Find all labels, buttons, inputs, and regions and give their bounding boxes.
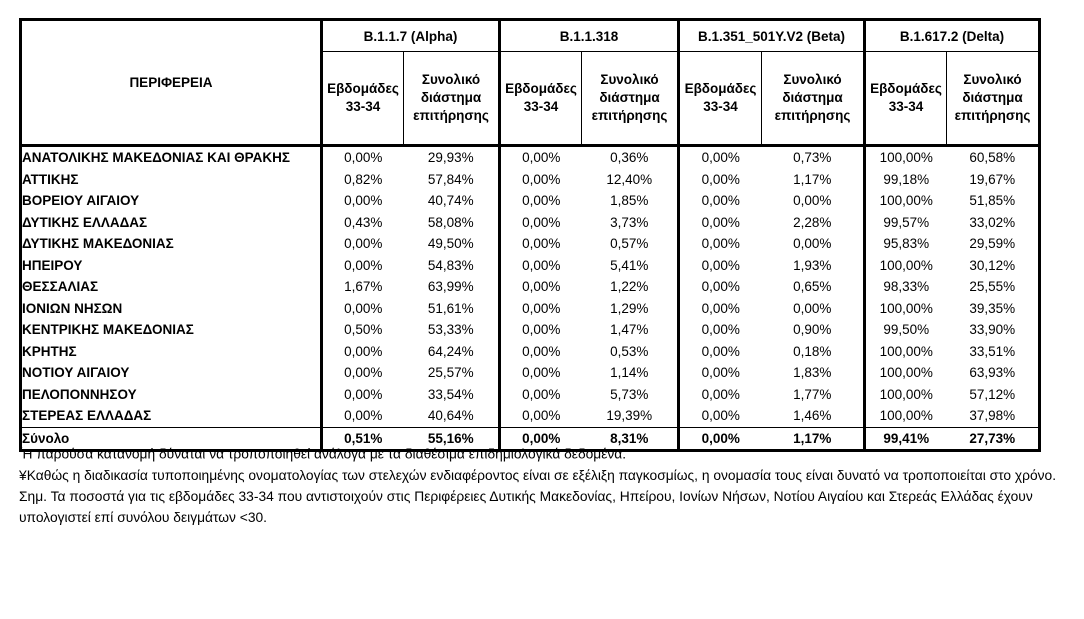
weeks-value-cell: 0,00% [500,319,582,341]
total-period-value-cell: 37,98% [947,405,1040,427]
weeks-value-cell: 0,00% [679,169,762,191]
region-name: ΑΝΑΤΟΛΙΚΗΣ ΜΑΚΕΔΟΝΙΑΣ ΚΑΙ ΘΡΑΚΗΣ [21,146,322,169]
total-period-value-cell: 3,73% [582,212,679,234]
total-period-value-cell: 30,12% [947,255,1040,277]
footnote-1 [19,440,1069,465]
weeks-value-cell: 0,00% [322,362,404,384]
weeks-value-cell: 0,00% [500,276,582,298]
weeks-value-cell: 0,00% [679,405,762,427]
total-period-value-cell: 5,41% [582,255,679,277]
total-period-value-cell: 19,39% [582,405,679,427]
weeks-header: Εβδομάδες 33-34 [322,52,404,146]
footnote-mark: ¥ [19,467,27,483]
total-period-value-cell: 27,73% [947,427,1040,451]
total-period-value-cell: 29,93% [404,146,500,169]
total-period-value-cell: 1,17% [762,169,865,191]
total-period-value-cell: 51,61% [404,298,500,320]
region-name: ΑΤΤΙΚΗΣ [21,169,322,191]
total-period-value-cell: 25,55% [947,276,1040,298]
weeks-value-cell: 0,00% [679,298,762,320]
weeks-value-cell: 0,00% [500,405,582,427]
total-period-value-cell: 64,24% [404,341,500,363]
weeks-value-cell: 95,83% [865,233,947,255]
table-body [21,146,1040,451]
weeks-value-cell: 0,00% [322,190,404,212]
weeks-value-cell: 0,00% [679,276,762,298]
total-period-value-cell: 0,53% [582,341,679,363]
total-period-value-cell: 0,57% [582,233,679,255]
total-period-value-cell: 1,29% [582,298,679,320]
total-period-value-cell: 33,02% [947,212,1040,234]
table-row [21,146,1040,169]
total-period-value-cell: 1,14% [582,362,679,384]
table-row [21,384,1040,406]
total-period-header: Συνολικό διάστημα επιτήρησης [582,52,679,146]
weeks-value-cell: 0,82% [322,169,404,191]
weeks-value-cell: 0,00% [322,298,404,320]
total-period-value-cell: 0,36% [582,146,679,169]
total-period-value-cell: 1,85% [582,190,679,212]
total-period-value-cell: 49,50% [404,233,500,255]
table-row [21,362,1040,384]
total-period-value-cell: 12,40% [582,169,679,191]
total-period-value-cell: 19,67% [947,169,1040,191]
region-name: ΚΕΝΤΡΙΚΗΣ ΜΑΚΕΔΟΝΙΑΣ [21,319,322,341]
total-period-value-cell: 2,28% [762,212,865,234]
total-period-value-cell: 33,54% [404,384,500,406]
table-row [21,255,1040,277]
region-name: ΙΟΝΙΩΝ ΝΗΣΩΝ [21,298,322,320]
weeks-value-cell: 0,00% [679,362,762,384]
region-name: ΒΟΡΕΙΟΥ ΑΙΓΑΙΟΥ [21,190,322,212]
total-period-value-cell: 53,33% [404,319,500,341]
footnote-text: Η παρούσα κατανομή δύναται να τροποποιηθεί ανάλογα με τα διαθέσιμα επιδημιολογικά δεδομένα. [22,446,627,462]
weeks-value-cell: 0,00% [679,427,762,451]
total-period-value-cell: 33,51% [947,341,1040,363]
weeks-value-cell: 0,00% [679,341,762,363]
region-name: ΗΠΕΙΡΟΥ [21,255,322,277]
weeks-value-cell: 0,00% [679,255,762,277]
total-period-value-cell: 0,00% [762,233,865,255]
region-name: ΔΥΤΙΚΗΣ ΕΛΛΑΔΑΣ [21,212,322,234]
weeks-value-cell: 0,00% [500,427,582,451]
table-row [21,212,1040,234]
weeks-value-cell: 0,00% [500,255,582,277]
total-period-value-cell: 5,73% [582,384,679,406]
table-row [21,319,1040,341]
weeks-value-cell: 0,00% [500,298,582,320]
total-period-value-cell: 58,08% [404,212,500,234]
table-row [21,276,1040,298]
weeks-value-cell: 100,00% [865,384,947,406]
weeks-value-cell: 0,00% [500,169,582,191]
table-row [21,190,1040,212]
total-period-value-cell: 1,17% [762,427,865,451]
total-period-value-cell: 1,83% [762,362,865,384]
region-name: ΔΥΤΙΚΗΣ ΜΑΚΕΔΟΝΙΑΣ [21,233,322,255]
weeks-value-cell: 0,00% [500,362,582,384]
weeks-value-cell: 0,51% [322,427,404,451]
region-header: ΠΕΡΙΦΕΡΕΙΑ [21,20,322,146]
total-period-value-cell: 0,00% [762,298,865,320]
weeks-value-cell: 0,00% [679,384,762,406]
region-name: ΠΕΛΟΠΟΝΝΗΣΟΥ [21,384,322,406]
weeks-header: Εβδομάδες 33-34 [679,52,762,146]
region-name: ΣΤΕΡΕΑΣ ΕΛΛΑΔΑΣ [21,405,322,427]
total-period-value-cell: 1,47% [582,319,679,341]
total-period-header: Συνολικό διάστημα επιτήρησης [947,52,1040,146]
weeks-value-cell: 0,00% [322,405,404,427]
weeks-value-cell: 0,00% [322,255,404,277]
total-period-header: Συνολικό διάστημα επιτήρησης [762,52,865,146]
total-period-value-cell: 1,22% [582,276,679,298]
weeks-value-cell: 0,00% [322,146,404,169]
total-period-value-cell: 25,57% [404,362,500,384]
region-name: ΘΕΣΣΑΛΙΑΣ [21,276,322,298]
weeks-value-cell: 0,00% [322,341,404,363]
weeks-value-cell: 0,00% [679,319,762,341]
weeks-value-cell: 100,00% [865,255,947,277]
total-period-value-cell: 0,00% [762,190,865,212]
total-period-value-cell: 40,74% [404,190,500,212]
weeks-value-cell: 0,00% [500,190,582,212]
weeks-value-cell: 98,33% [865,276,947,298]
total-period-value-cell: 63,93% [947,362,1040,384]
weeks-value-cell: 99,50% [865,319,947,341]
weeks-header: Εβδομάδες 33-34 [865,52,947,146]
weeks-value-cell: 0,50% [322,319,404,341]
table-row [21,233,1040,255]
variant-header-beta: B.1.351_501Y.V2 (Beta) [679,20,865,52]
weeks-value-cell: 0,00% [500,212,582,234]
footnote-text: Καθώς η διαδικασία τυποποιημένης ονοματολογίας των στελεχών ενδιαφέροντος είναι σε εξέλιξη παγκοσμίως, η ονομασία τους είναι δυνατό να τροποποιείται στο χρόνο. [26,467,1057,483]
total-period-value-cell: 55,16% [404,427,500,451]
total-period-value-cell: 29,59% [947,233,1040,255]
table-row [21,298,1040,320]
table-row [21,405,1040,427]
weeks-value-cell: 0,00% [679,190,762,212]
weeks-value-cell: 0,00% [500,341,582,363]
weeks-value-cell: 99,57% [865,212,947,234]
total-period-value-cell: 39,35% [947,298,1040,320]
total-period-value-cell: 0,73% [762,146,865,169]
footnotes [19,440,1069,528]
total-period-value-cell: 40,64% [404,405,500,427]
total-period-header: Συνολικό διάστημα επιτήρησης [404,52,500,146]
total-period-value-cell: 54,83% [404,255,500,277]
weeks-value-cell: 100,00% [865,298,947,320]
weeks-value-cell: 0,00% [679,146,762,169]
total-label: Σύνολο [21,427,322,451]
region-name: ΚΡΗΤΗΣ [21,341,322,363]
total-period-value-cell: 60,58% [947,146,1040,169]
weeks-value-cell: 0,43% [322,212,404,234]
table-row [21,169,1040,191]
weeks-value-cell: 0,00% [679,233,762,255]
footnote-3: Σημ. Τα ποσοστά για τις εβδομάδες 33-34 που αντιστοιχούν στις Περιφέρειες Δυτικής Μακεδονίας, Ηπείρου, Ιονίων Νήσων, Νοτίου Αιγαίου και Στερεάς Ελλάδας έχουν υπολογιστεί επί συνόλου δειγμάτων <30. [19,488,1033,525]
total-period-value-cell: 57,12% [947,384,1040,406]
weeks-value-cell: 100,00% [865,405,947,427]
total-period-value-cell: 0,18% [762,341,865,363]
region-name: ΝΟΤΙΟΥ ΑΙΓΑΙΟΥ [21,362,322,384]
variant-header-alpha: B.1.1.7 (Alpha) [322,20,500,52]
total-period-value-cell: 1,77% [762,384,865,406]
weeks-value-cell: 1,67% [322,276,404,298]
weeks-value-cell: 0,00% [322,384,404,406]
weeks-value-cell: 100,00% [865,190,947,212]
total-period-value-cell: 33,90% [947,319,1040,341]
weeks-value-cell: 0,00% [500,384,582,406]
weeks-header: Εβδομάδες 33-34 [500,52,582,146]
footnote-mark: * [19,445,23,455]
total-period-value-cell: 1,46% [762,405,865,427]
variants-table [19,18,1041,452]
weeks-value-cell: 0,00% [500,146,582,169]
weeks-value-cell: 100,00% [865,362,947,384]
total-period-value-cell: 57,84% [404,169,500,191]
footnote-2 [19,465,1069,486]
weeks-value-cell: 0,00% [500,233,582,255]
total-period-value-cell: 0,65% [762,276,865,298]
total-period-value-cell: 1,93% [762,255,865,277]
weeks-value-cell: 0,00% [679,212,762,234]
table-row [21,341,1040,363]
weeks-value-cell: 100,00% [865,146,947,169]
weeks-value-cell: 100,00% [865,341,947,363]
total-period-value-cell: 51,85% [947,190,1040,212]
variant-header-delta: B.1.617.2 (Delta) [865,20,1040,52]
weeks-value-cell: 99,18% [865,169,947,191]
weeks-value-cell: 99,41% [865,427,947,451]
total-period-value-cell: 63,99% [404,276,500,298]
weeks-value-cell: 0,00% [322,233,404,255]
variant-header-b11318: B.1.1.318 [500,20,679,52]
total-period-value-cell: 8,31% [582,427,679,451]
total-period-value-cell: 0,90% [762,319,865,341]
